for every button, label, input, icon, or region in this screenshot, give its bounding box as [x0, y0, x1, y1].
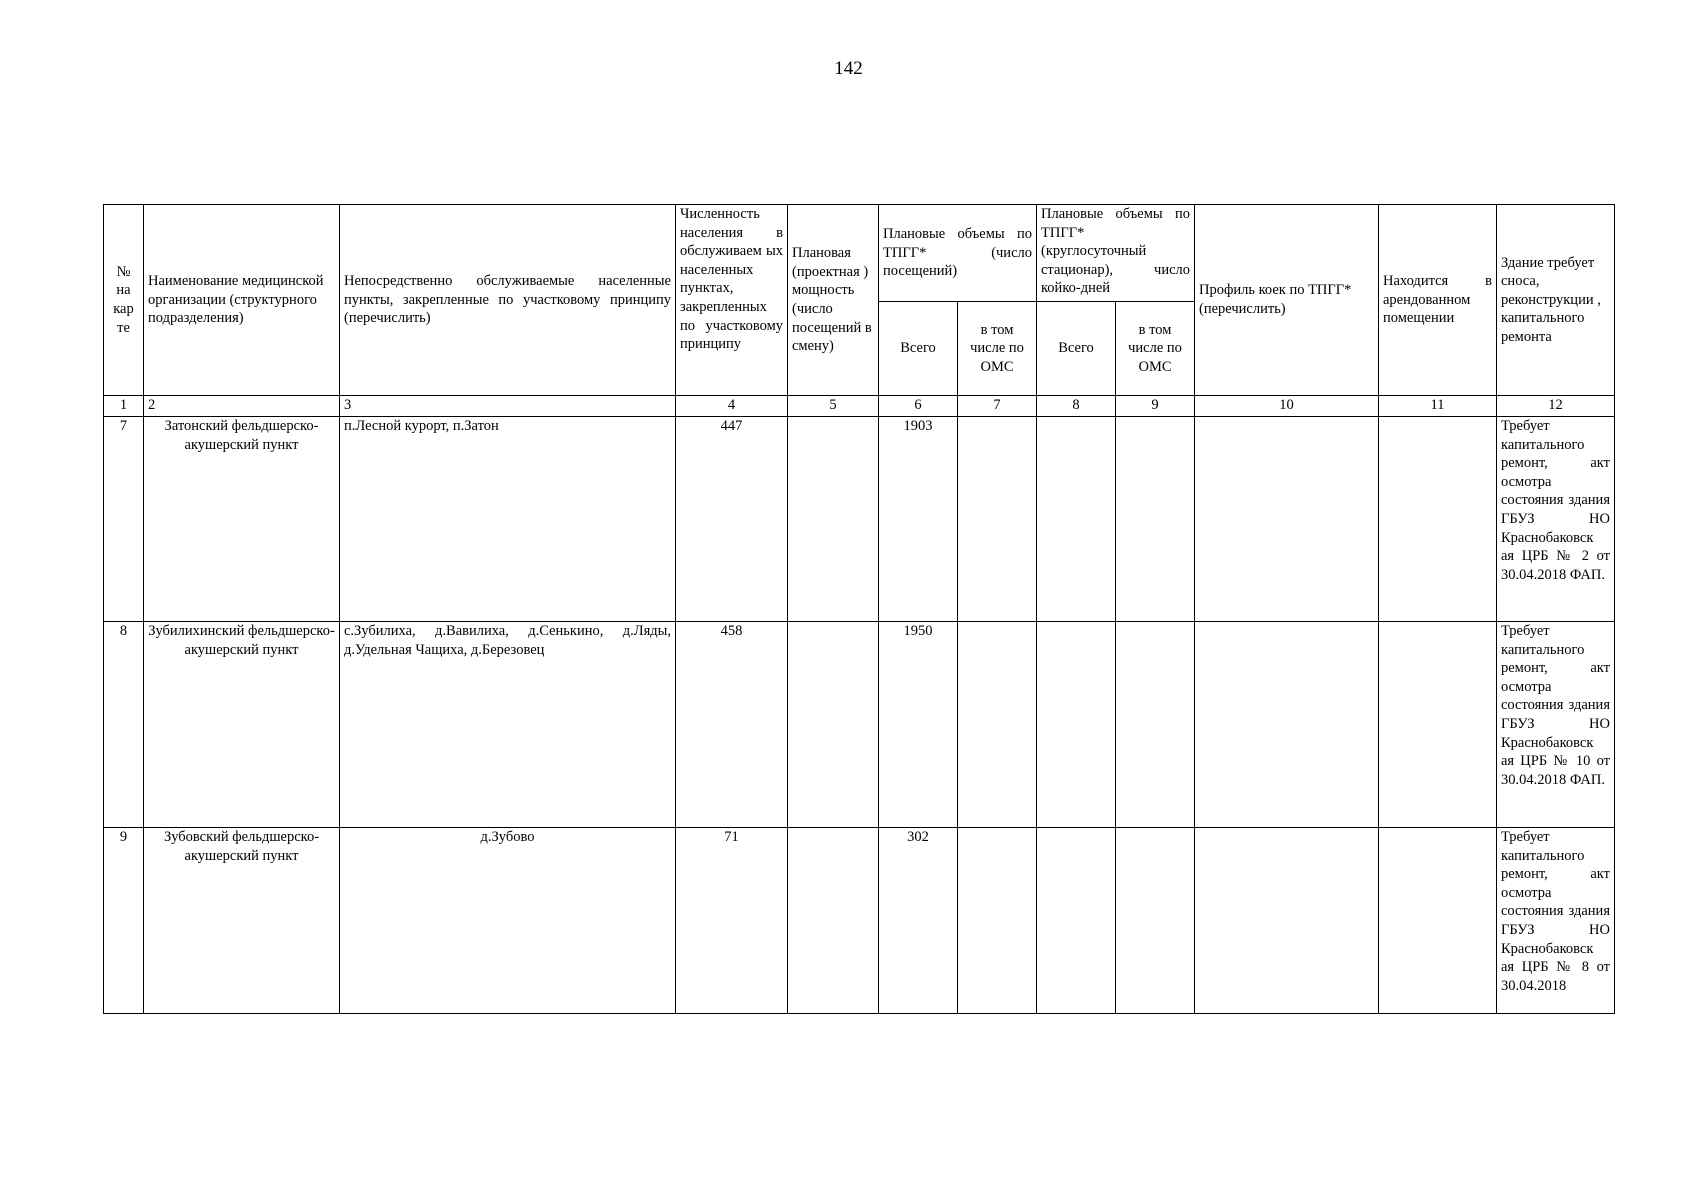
organization-name: Затонский фельдшерско-акушерский пункт: [144, 417, 340, 622]
building-condition: Требует капитального ремонт, акт осмотра состояния здания ГБУЗ НО Краснобаковск ая ЦРБ № 2 от 30.04.2018 ФАП.: [1497, 417, 1615, 622]
header-rented-premises: Находится в арендованном помещении: [1379, 205, 1497, 396]
column-number: 3: [340, 396, 676, 417]
rented-premises: [1379, 622, 1497, 828]
header-organization-name: Наименование медицинской организации (структурного подразделения): [144, 205, 340, 396]
visits-oms: [958, 417, 1037, 622]
visits-oms: [958, 622, 1037, 828]
beds-oms: [1116, 622, 1195, 828]
rented-premises: [1379, 417, 1497, 622]
header-bed-profile: Профиль коек по ТПГГ* (перечислить): [1195, 205, 1379, 396]
table-row: [104, 417, 1615, 622]
medical-organizations-table: [103, 204, 1615, 1014]
column-number: 10: [1195, 396, 1379, 417]
visits-oms: [958, 828, 1037, 1014]
header-planned-visits: Плановые объемы по ТПГГ* (число посещений): [879, 205, 1037, 302]
settlements: п.Лесной курорт, п.Затон: [340, 417, 676, 622]
column-number: 1: [104, 396, 144, 417]
page-number: 142: [834, 58, 863, 79]
organization-name: Зубовский фельдшерско-акушерский пункт: [144, 828, 340, 1014]
visits-total: 1950: [879, 622, 958, 828]
header-population: Численность населения в обслуживаем ых населенных пунктах, закрепленных по участковому принципу: [676, 205, 788, 396]
column-number: 7: [958, 396, 1037, 417]
settlements: д.Зубово: [340, 828, 676, 1014]
column-number: 12: [1497, 396, 1615, 417]
header-visits-oms: в том числе по ОМС: [958, 302, 1037, 396]
bed-profile: [1195, 622, 1379, 828]
beds-oms: [1116, 417, 1195, 622]
table-row: [104, 622, 1615, 828]
table-row: [104, 828, 1615, 1014]
header-map-number: № на кар те: [104, 205, 144, 396]
row-number: 8: [104, 622, 144, 828]
beds-total: [1037, 828, 1116, 1014]
beds-total: [1037, 417, 1116, 622]
header-building-condition: Здание требует сноса, реконструкции , капитального ремонта: [1497, 205, 1615, 396]
population: 447: [676, 417, 788, 622]
beds-oms: [1116, 828, 1195, 1014]
population: 458: [676, 622, 788, 828]
building-condition: Требует капитального ремонт, акт осмотра состояния здания ГБУЗ НО Краснобаковск ая ЦРБ № 8 от 30.04.2018: [1497, 828, 1615, 1014]
column-number: 6: [879, 396, 958, 417]
row-number: 7: [104, 417, 144, 622]
organization-name: Зубилихинский фельдшерско-акушерский пункт: [144, 622, 340, 828]
header-beds-total: Всего: [1037, 302, 1116, 396]
settlements: с.Зубилиха, д.Вавилиха, д.Сенькино, д.Ляды, д.Удельная Чащиха, д.Березовец: [340, 622, 676, 828]
column-number: 5: [788, 396, 879, 417]
header-beds-oms: в том числе по ОМС: [1116, 302, 1195, 396]
row-number: 9: [104, 828, 144, 1014]
header-visits-total: Всего: [879, 302, 958, 396]
column-numbers-row: [104, 396, 1615, 417]
population: 71: [676, 828, 788, 1014]
column-number: 9: [1116, 396, 1195, 417]
header-planned-capacity: Плановая (проектная ) мощность (число посещений в смену): [788, 205, 879, 396]
column-number: 2: [144, 396, 340, 417]
planned-capacity: [788, 417, 879, 622]
bed-profile: [1195, 828, 1379, 1014]
building-condition: Требует капитального ремонт, акт осмотра состояния здания ГБУЗ НО Краснобаковск ая ЦРБ № 10 от 30.04.2018 ФАП.: [1497, 622, 1615, 828]
column-number: 4: [676, 396, 788, 417]
header-planned-bed-days: Плановые объемы по ТПГГ* (круглосуточный стационар), число койко-дней: [1037, 205, 1195, 302]
visits-total: 302: [879, 828, 958, 1014]
planned-capacity: [788, 828, 879, 1014]
bed-profile: [1195, 417, 1379, 622]
header-settlements: Непосредственно обслуживаемые населенные пункты, закрепленные по участковому принципу (перечислить): [340, 205, 676, 396]
column-number: 11: [1379, 396, 1497, 417]
planned-capacity: [788, 622, 879, 828]
column-number: 8: [1037, 396, 1116, 417]
visits-total: 1903: [879, 417, 958, 622]
rented-premises: [1379, 828, 1497, 1014]
beds-total: [1037, 622, 1116, 828]
